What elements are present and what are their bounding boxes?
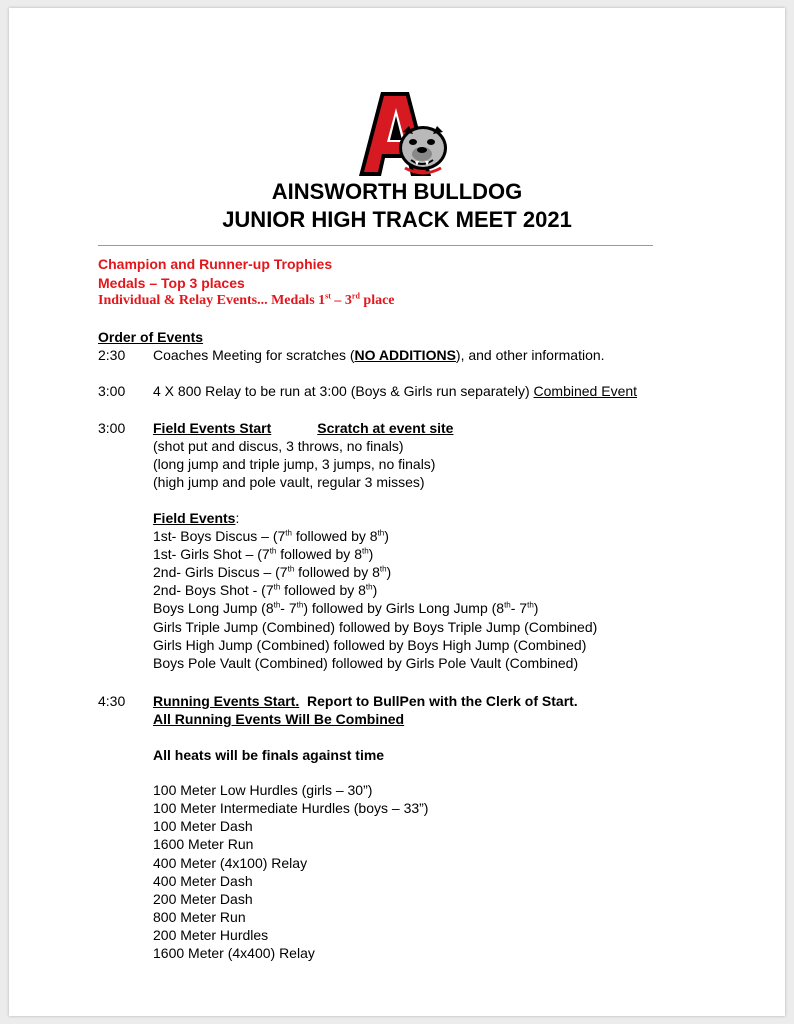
field-event-item: 1st- Boys Discus – (7th followed by 8th) [153,528,389,544]
awards-trophies: Champion and Runner-up Trophies [98,256,333,272]
running-event-item: 1600 Meter (4x400) Relay [153,945,315,961]
field-note: (high jump and pole vault, regular 3 misses) [153,474,425,490]
field-event-item: Boys Pole Vault (Combined) followed by Girls Pole Vault (Combined) [153,655,579,671]
field-events-list-heading: Field Events: [153,510,240,526]
event-time: 3:00 [98,420,126,436]
field-event-item: 2nd- Girls Discus – (7th followed by 8th) [153,564,392,580]
bulldog-mascot-icon [353,88,453,178]
running-event-item: 400 Meter Dash [153,873,253,889]
running-event-item: 200 Meter Hurdles [153,927,269,943]
running-event-item: 800 Meter Run [153,909,246,925]
page-title-line2: JUNIOR HIGH TRACK MEET 2021 [222,207,572,232]
running-event-item: 1600 Meter Run [153,836,254,852]
awards-events: Individual & Relay Events... Medals 1st – 3rd place [98,291,395,308]
field-event-item: 1st- Girls Shot – (7th followed by 8th) [153,546,374,562]
field-note: (long jump and triple jump, 3 jumps, no finals) [153,456,436,472]
running-event-item: 200 Meter Dash [153,891,253,907]
field-events-start [98,419,453,437]
running-event-item: 100 Meter Dash [153,818,253,834]
field-note: (shot put and discus, 3 throws, no finals) [153,438,404,454]
field-event-item: Girls Triple Jump (Combined) followed by Boys Triple Jump (Combined) [153,619,598,635]
scratch-note: Scratch at event site [317,420,454,436]
relay-event: 3:00 4 X 800 Relay to be run at 3:00 (Boys & Girls run separately) Combined Event [98,383,638,399]
no-additions-emphasis: NO ADDITIONS [354,347,456,363]
event-time: 3:00 [98,383,126,399]
field-event-item: Boys Long Jump (8th- 7th) followed by Girls Long Jump (8th- 7th) [153,600,539,616]
running-events-start: 4:30 Running Events Start. Report to BullPen with the Clerk of Start. [98,693,578,709]
divider [98,245,653,246]
coaches-meeting: 2:30 Coaches Meeting for scratches (NO ADDITIONS), and other information. [98,347,605,363]
running-event-item: 100 Meter Intermediate Hurdles (boys – 33”) [153,800,429,816]
document-page [9,8,785,1016]
running-event-item: 400 Meter (4x100) Relay [153,855,308,871]
page-title-line1: AINSWORTH BULLDOG [271,179,523,204]
event-time: 2:30 [98,347,126,363]
order-heading: Order of Events [98,329,204,345]
combined-event-note: Combined Event [533,383,638,399]
field-events-heading: Field Events Start [153,420,272,436]
finals-note: All heats will be finals against time [153,747,385,763]
field-event-item: 2nd- Boys Shot - (7th followed by 8th) [153,582,378,598]
running-events-heading: Running Events Start. [153,693,300,709]
running-event-item: 100 Meter Low Hurdles (girls – 30”) [153,782,373,798]
event-time: 4:30 [98,693,126,709]
running-combined-note: All Running Events Will Be Combined [153,711,405,727]
field-event-item: Girls High Jump (Combined) followed by Boys High Jump (Combined) [153,637,587,653]
awards-medals: Medals – Top 3 places [98,275,245,291]
